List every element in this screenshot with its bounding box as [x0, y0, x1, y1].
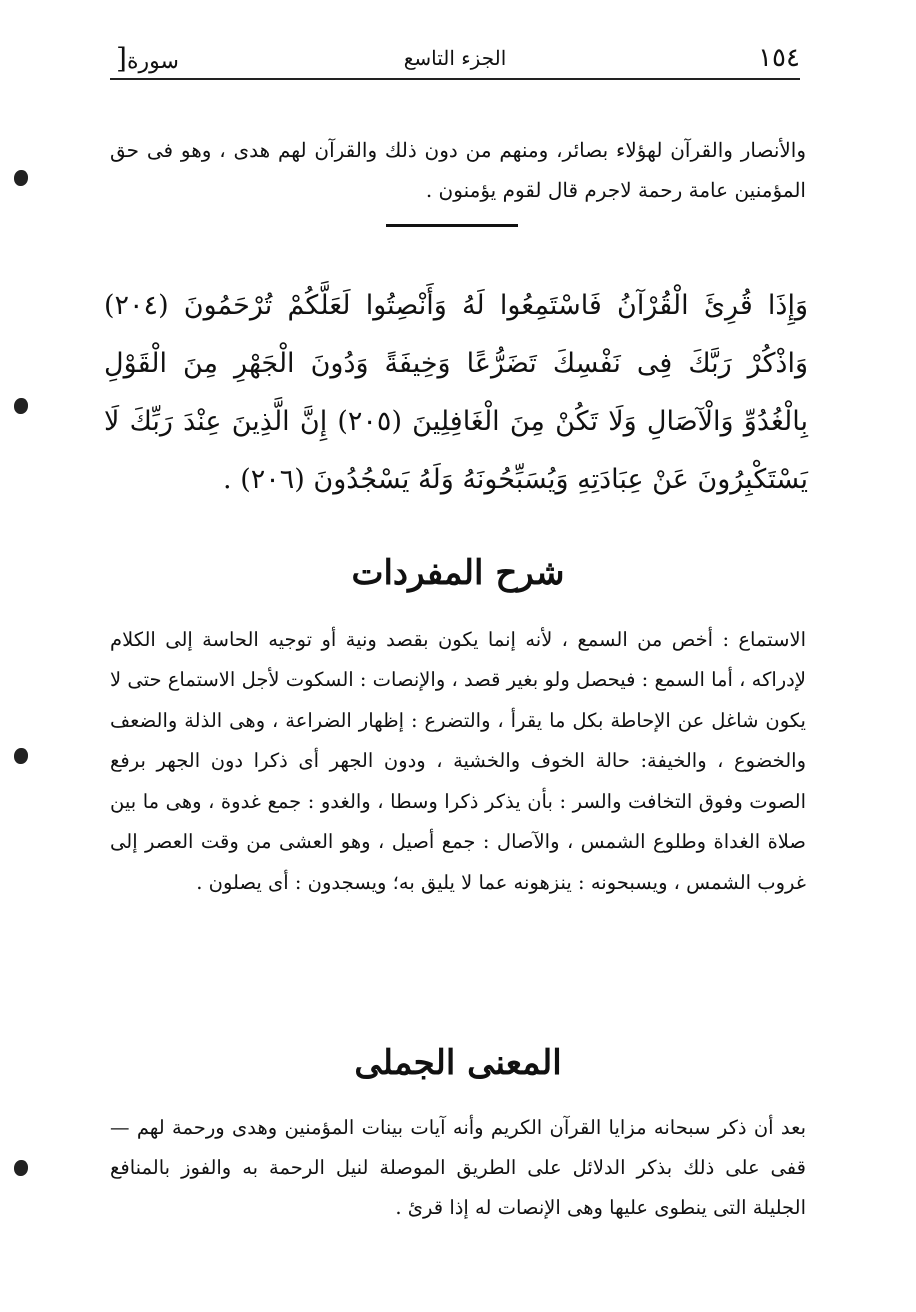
meaning-heading: المعنى الجملى [354, 1043, 562, 1084]
vocab-paragraph: الاستماع : أخص من السمع ، لأنه إنما يكون بقصد ونية أو توجيه الحاسة إلى الكلام لإدراكه ، أما السمع : فيحصل ولو بغير قصد ، والإنصات : السكوت لأجل الاستماع حتى لا يكون شاغل عن الإحاطة بكل ما يقرأ ، والتضرع : إظهار الضراعة ، وهى الذلة والضعف والخضوع ، والخيفة: حالة الخوف والخشية ، ودون الجهر أى ذكرا دون الجهر برفع الصوت وفوق التخافت والسر : بأن يذكر ذكرا وسطا ، والغدو : جمع غدوة ، وهى ما بين صلاة الغداة وطلوع الشمس ، والآصال : جمع أصيل ، وهو العشى من وقت العصر إلى غروب الشمس ، ويسبحونه : ينزهونه عما لا يليق به؛ ويسجدون : أى يصلون . [110, 627, 806, 895]
binding-hole-mark [14, 398, 28, 414]
surah-label-group [110, 42, 230, 75]
page-number: ١٥٤ [758, 43, 800, 73]
binding-hole-mark [14, 748, 28, 764]
intro-paragraph: والأنصار والقرآن لهؤلاء بصائر، ومنهم من دون ذلك والقرآن لهم هدى ، وهو فى حق المؤمنين عامة رحمة لاجرم قال لقوم يؤمنون . [110, 138, 806, 202]
binding-hole-mark [14, 1160, 28, 1176]
page-header [110, 38, 800, 80]
meaning-paragraph: بعد أن ذكر سبحانه مزايا القرآن الكريم وأنه آيات بينات المؤمنين وهدى ورحمة لهم — قفى على ذلك بذكر الدلائل على الطريق الموصلة لنيل الرحمة به والفوز بالمنافع الجليلة التى ينطوى عليها وهى الإنصات له إذا قرئ . [110, 1115, 806, 1219]
quran-verses: وَإِذَا قُرِئَ الْقُرْآنُ فَاسْتَمِعُوا لَهُ وَأَنْصِتُوا لَعَلَّكُمْ تُرْحَمُونَ (٢٠٤) وَاذْكُرْ رَبَّكَ فِى نَفْسِكَ تَضَرُّعًا وَخِيفَةً وَدُونَ الْجَهْرِ مِنَ الْقَوْلِ بِالْغُدُوِّ وَالْآصَالِ وَلَا تَكُنْ مِنَ الْغَافِلِينَ (٢٠٥) إِنَّ الَّذِينَ عِنْدَ رَبِّكَ لَا يَسْتَكْبِرُونَ عَنْ عِبَادَتِهِ وَيُسَبِّحُونَهُ وَلَهُ يَسْجُدُونَ (٢٠٦) . [104, 290, 808, 495]
part-title: الجزء التاسع [403, 46, 507, 70]
binding-hole-mark [14, 170, 28, 186]
vocab-heading: شرح المفردات [351, 553, 565, 594]
header-bracket: [ [116, 41, 127, 75]
surah-label: سورة [126, 48, 179, 74]
section-divider [386, 224, 518, 227]
